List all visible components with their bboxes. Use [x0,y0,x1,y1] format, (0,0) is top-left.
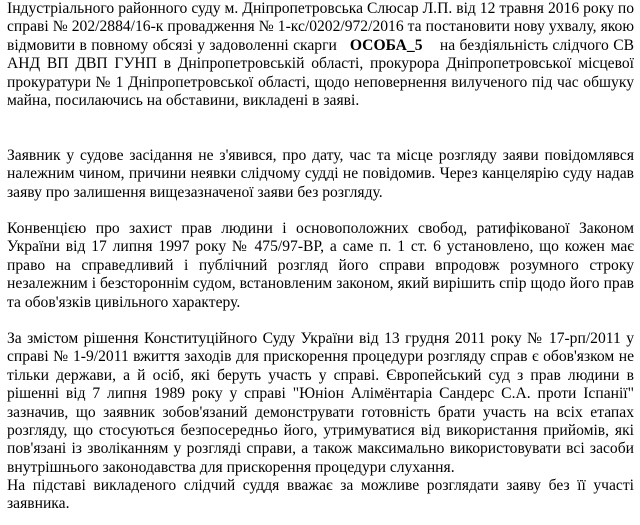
paragraph-text: на бездіяльність слідчого СВ АНД ВП ДВП ГУНП в Дніпропетровській області, прокурора Дніпропетровської місцевої прокуратури № 1 Дніпропетровської області, щодо неповернення вилученого під час обшуку майна, посилаючись на обставини, викладені в заяві. [7,36,634,110]
paragraph-constitutional-court: За змістом рішення Конституційного Суду України від 13 грудня 2011 року № 17-рп/2011 у справі № 1-9/2011 вжиття заходів для прискорення процедури розгляду справ є обов'язком не тільки держави, а й осіб, які беруть участь у справі. Європейський суд з прав людини в рішенні від 7 липня 1989 року у справі "Юніон Алімёнтаріа Сандерс С.А. проти Іспанії" зазначив, що заявник зобов'язаний демонструвати готовність брати участь на всіх етапах розгляду, що стосуються безпосередньо його, утримуватися від використання прийомів, які пов'язані із зволіканням у розгляді справи, а також максимально використовувати всі засоби внутрішнього законодавства для прискорення процедури слухання. [7,330,634,476]
paragraph-text: Індустріального районного суду м. Дніпропетровська Слюсар Л.П. від 12 травня 2016 року по справі № 202/2884/16-к провадження № 1-кс/0202/972/2016 та постановити нову ухвалу, якою відмовити в повному обсязі у задоволенні скарги [7,0,634,54]
paragraph-conclusion: На підставі викладеного слідчий суддя вважає за можливе розглядати заяву без її участі заявника. [7,477,634,513]
paragraph-applicant-absence: Заявник у судове засідання не з'явився, про дату, час та місце розгляду заяви повідомлявся належним чином, причини неявки слідчому судді не повідомив. Через канцелярію суду надав заяву про залишення вищезазначеної заяви без розгляду. [7,147,634,201]
paragraph-convention: Конвенцією про захист прав людини і основоположних свобод, ратифікованої Законом України від 17 липня 1997 року № 475/97-ВР, а саме п. 1 ст. 6 установлено, що кожен має право на справедливий і публічний розгляд його справи впродовж розумного строку незалежним і безстороннім судом, встановленим законом, який вирішить спір щодо його прав та обов'язків цивільного характеру. [7,220,634,311]
paragraph-ruling-request [7,0,634,110]
redacted-person-name: ОСОБА_5 [349,36,423,54]
